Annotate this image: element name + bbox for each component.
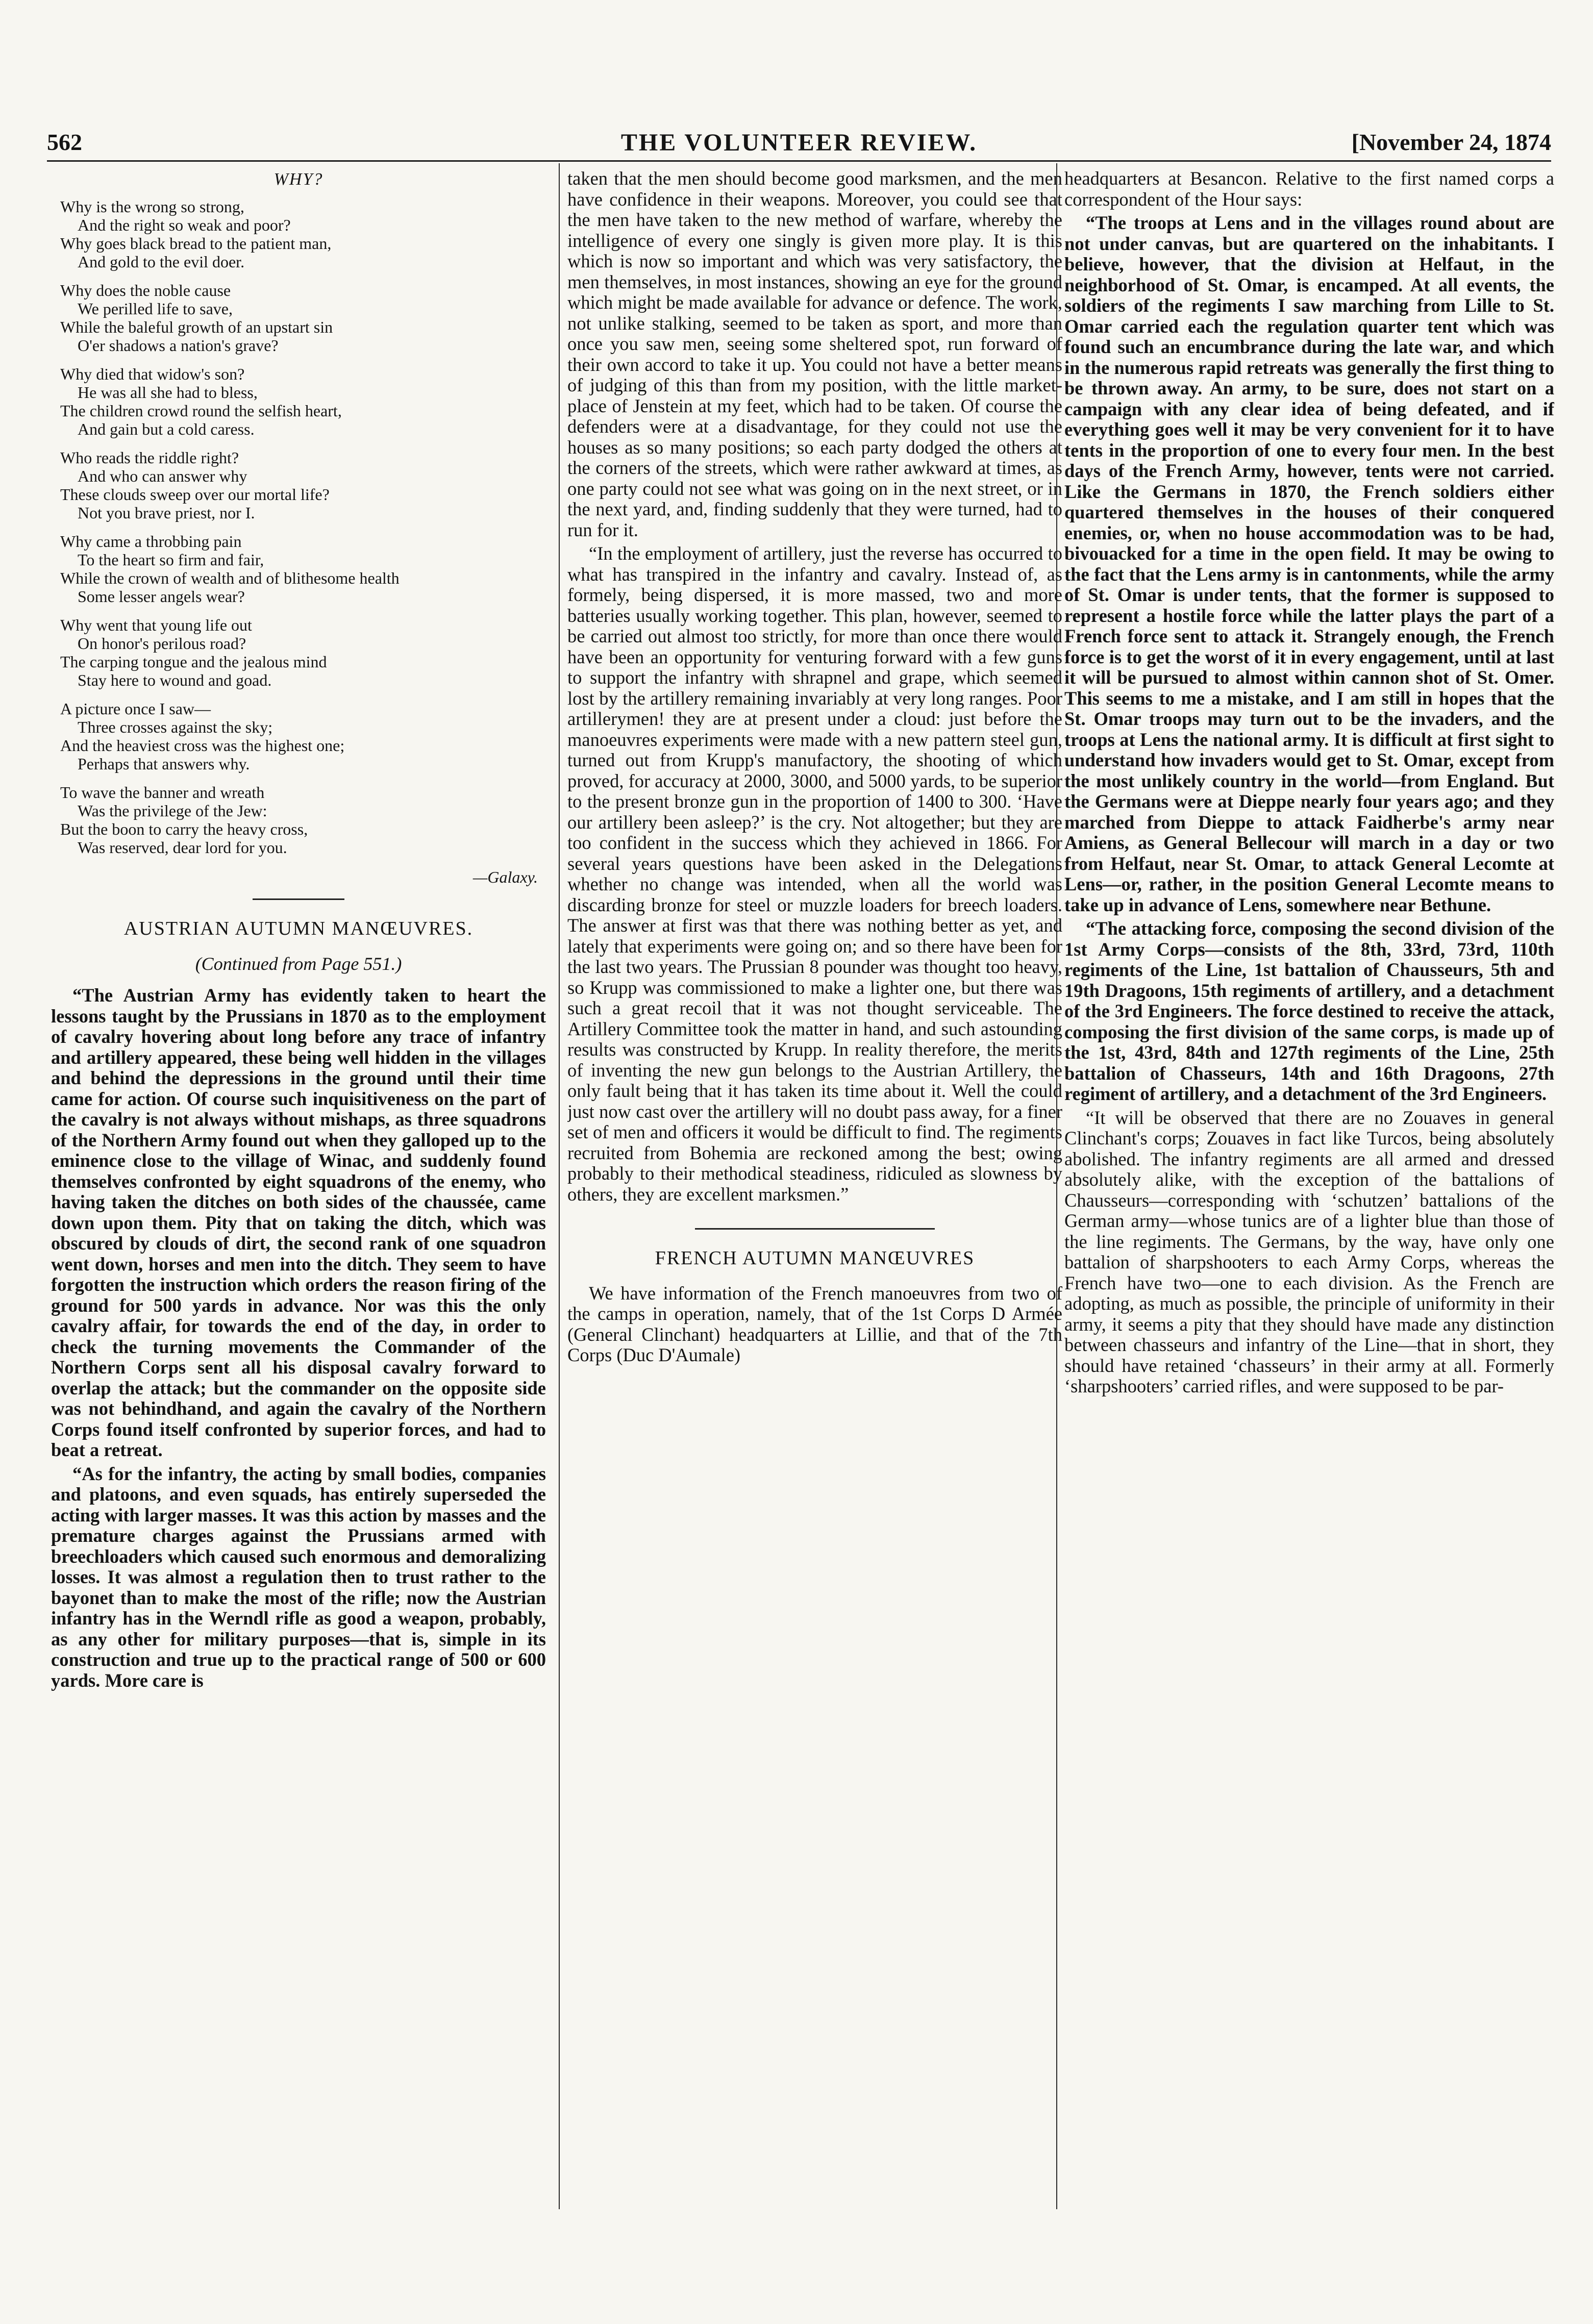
poem-line: Why is the wrong so strong, [60, 197, 244, 216]
poem-line: O'er shadows a nation's grave? [78, 336, 279, 355]
article-paragraph: “As for the infantry, the acting by small bodies, companies and platoons, and even squads, has entirely superseded the acting with larger masses. It was this action by masses and the premature charges against the Prussians armed with breechloaders which caused such enormous and demoralizing losses. It was almost a regulation then to trust rather to the bayonet than to make the most of the rifle; now the Austrian infantry has in the Werndl rifle as good a weapon, probably, as any other for military purposes—that is, simple in its construction and true up to the practical range of 500 or 600 yards. More care is [51, 1463, 546, 1691]
poem-line: While the crown of wealth and of blithesome health [60, 568, 400, 587]
article-paragraph: “It will be observed that there are no Zouaves in general Clinchant's corps; Zouaves in fact like Turcos, being absolutely abolished. The infantry regiments are all armed and dressed absolutely alike, with the exception of the battalions of Chausseurs—corresponding with ‘schutzen’ battalions of the German army—whose tunics are of a lighter blue than those of the line regiments. The Germans, by the way, have only one battalion of sharpshooters to each Army Corps, whereas the French have two—one to each division. As the French are adopting, as much as possible, the principle of uniformity in their army, it seems a pity that they should have made any distinction between chasseurs and infantry of the Line—that in short, they should have retained ‘chasseurs’ in their army at all. Formerly ‘sharpshooters’ carried rifles, and were supposed to be par- [1064, 1107, 1554, 1396]
page-header [47, 129, 1551, 162]
poem-line: Not you brave priest, nor I. [78, 503, 255, 522]
article-paragraph: “The attacking force, composing the second division of the 1st Army Corps—consists of the 8th, 33rd, 73rd, 110th regiments of the Line, 1st battalion of Chausseurs, 5th and 19th Dragoons, 15th regiments of artillery, and a detachment of the 3rd Engineers. The force destined to receive the attack, composing the first division of the same corps, is made up of the 1st, 43rd, 84th and 127th regiments of the Line, 25th battalion of Chasseurs, 14th and 16th Dragoons, 27th regiment of artillery, and a detachment of the 3rd Engineers. [1064, 918, 1554, 1104]
poem-line: Why does the noble cause [60, 281, 231, 299]
poem-line: Perhaps that answers why. [78, 754, 250, 773]
poem-line: And gain but a cold caress. [78, 419, 255, 438]
poem-body [51, 197, 546, 857]
poem-line: Was reserved, dear lord for you. [78, 838, 287, 857]
issue-date: [November 24, 1874 [1351, 129, 1551, 155]
section-separator [695, 1228, 935, 1230]
poem-stanza [60, 532, 546, 606]
article-paragraph: headquarters at Besancon. Relative to the first named corps a correspondent of the Hour says: [1064, 168, 1554, 210]
poem-line: A picture once I saw— [60, 699, 211, 718]
poem-source: —Galaxy. [472, 867, 538, 886]
poem-line: The carping tongue and the jealous mind [60, 652, 327, 671]
column-divider [559, 163, 560, 2209]
poem-line: The children crowd round the selfish heart, [60, 401, 342, 420]
publication-title: THE VOLUNTEER REVIEW. [620, 129, 978, 156]
poem-line: And gold to the evil doer. [78, 252, 245, 271]
poem-line: He was all she had to bless, [78, 383, 258, 402]
poem-line: Why went that young life out [60, 615, 252, 634]
poem-line: And who can answer why [78, 466, 247, 485]
poem-line: On honor's perilous road? [78, 634, 246, 653]
poem-title: WHY? [273, 170, 323, 189]
poem-line: Was the privilege of the Jew: [78, 801, 267, 820]
article-paragraph: taken that the men should become good marksmen, and the men have confidence in their weapons. Moreover, you could see that the men have taken to the new method of warfare, whereby the intelligence of every one singly is given more play. It is this which is now so important and which was very satisfactory, the men themselves, in most instances, showing an eye for the ground which might be made available for advance or defence. The work, not unlike stalking, seemed to be taken as sport, and more than once you saw men, seeing some sheltered spot, run forward of their own accord to take it up. You could not have a better means of judging of this than from my position, with the little market-place of Jenstein at my feet, which had to be taken. Of course the defenders were at a disadvantage, for they could not use the houses as so many positions; so each party dodged the others at the corners of the streets, which were rather awkward at times, as one party could not see what was going on in the next street, or in the next yard, and, finding suddenly that they were turned, had to run for it. [567, 168, 1062, 540]
poem-line: And the right so weak and poor? [78, 215, 291, 234]
page-number: 562 [47, 129, 82, 155]
section-separator [253, 898, 344, 900]
column-3 [1064, 168, 1554, 2209]
poem-stanza [60, 699, 546, 773]
poem-stanza [60, 783, 546, 857]
poem-line: To the heart so firm and fair, [78, 550, 264, 569]
poem-line: While the baleful growth of an upstart sin [60, 317, 333, 336]
poem-line: Why came a throbbing pain [60, 532, 242, 551]
poem-line: But the boon to carry the heavy cross, [60, 819, 308, 838]
poem-line: And the heaviest cross was the highest one; [60, 736, 345, 755]
poem-line: We perilled life to save, [78, 299, 233, 318]
poem-line: Three crosses against the sky; [78, 717, 273, 736]
austrian-section-title: AUSTRIAN AUTUMN MANŒUVRES. [123, 918, 474, 939]
continued-note: (Continued from Page 551.) [195, 953, 402, 974]
poem-line: Some lesser angels wear? [78, 587, 245, 606]
poem-stanza [60, 616, 546, 689]
french-section-title: FRENCH AUTUMN MANŒUVRES [655, 1247, 975, 1269]
poem-line: Stay here to wound and goad. [78, 670, 272, 689]
column-1 [51, 168, 546, 2209]
poem-stanza [60, 197, 546, 271]
poem-stanza [60, 281, 546, 355]
poem-line: Why goes black bread to the patient man, [60, 234, 332, 253]
poem-line: To wave the banner and wreath [60, 783, 265, 802]
poem-stanza [60, 365, 546, 438]
article-paragraph: We have information of the French manoeuvres from two of the camps in operation, namely, that of the 1st Corps D Armée (General Clinchant) headquarters at Lillie, and that of the 7th Corps (Duc D'Aumale) [567, 1282, 1062, 1365]
column-2 [567, 168, 1062, 2209]
article-paragraph: “In the employment of artillery, just the reverse has occurred to what has transpired in the infantry and cavalry. Instead of, as formely, being dispersed, it is more massed, two and more batteries usually working together. This plan, however, seemed to be carried out almost too strictly, for more than once there would have been an opportunity for venturing forward with a few guns to support the infantry with shrapnel and grape, which seemed lost by the artillery remaining invariably at very long ranges. Poor artillerymen! they are at present under a cloud: just before the manoeuvres experiments were made with a new pattern steel gun, turned out from Krupp's manufactory, the shooting of which proved, for accuracy at 2000, 3000, and 5000 yards, to be superior to the present bronze gun in the proportion of 1400 to 300. ‘Have our artillery been asleep?’ is the cry. Not altogether; but they are too confident in the success which they achieved in 1866. For several years questions have been asked in the Delegations whether no change was intended, when all the world was discarding bronze for steel or muzzle loaders for breech loaders. The answer at first was that there was nothing better as yet, and lately that experiments were going on; and so there have been for the last two years. The Prussian 8 pounder was thought too heavy, so Krupp was commissioned to make a lighter one, but there was such a great recoil that it was not thought serviceable. The Artillery Committee took the matter in hand, and such astounding results was constructed by Krupp. In reality therefore, the merits of inventing the new gun belongs to the Austrian Artillery, the only fault being that it has taken its time about it. Well the could just now cast over the artillery will no doubt pass away, for a finer set of men and officers it would be difficult to find. The regiments recruited from Bohemia are reckoned among the best; owing probably to their methodical steadiness, ridiculed as slowness by others, they are excellent marksmen.” [567, 543, 1062, 1205]
article-paragraph: “The Austrian Army has evidently taken to heart the lessons taught by the Prussians in 1870 as to the employment of cavalry hovering about long before any trace of infantry and artillery appeared, these being well hidden in the villages and behind the depressions in the ground until their time came for action. Of course such inquisitiveness on the part of the cavalry is not always without mishaps, as three squadrons of the Northern Army found out when they galloped up to the eminence close to the village of Winac, and suddenly found themselves confronted by eight squadrons of the enemy, who having taken the ditches on both sides of the chaussée, came down upon them. Pity that on taking the ditch, which was obscured by clouds of dirt, the second rank of one squadron went down, horses and men into the ditch. They seem to have forgotten the instruction which orders the reason firing of the ground for 500 yards in advance. Nor was this the only cavalry affair, for towards the end of the day, in order to check the turning movements the Commander of the Northern Corps sent all his disposal cavalry forward to overlap the attack; but the commander on the opposite side was not behindhand, and again the cavalry of the Northern Corps found itself confronted by superior forces, and had to beat a retreat. [51, 985, 546, 1460]
poem-line: Why died that widow's son? [60, 364, 245, 383]
poem-line: These clouds sweep over our mortal life? [60, 485, 330, 504]
poem-line: Who reads the riddle right? [60, 448, 239, 467]
article-paragraph: “The troops at Lens and in the villages round about are not under canvas, but are quartered on the inhabitants. I believe, however, that the division at Helfaut, in the neighborhood of St. Omar, is encamped. At all events, the soldiers of the regiments I saw marching from Lille to St. Omar carried each the regulation quarter tent which was found such an encumbrance during the late war, and which in the numerous rapid retreats was generally the first thing to be thrown away. An army, to be sure, does not start on a campaign with any clear idea of being defeated, and if everything goes well it may be very convenient for it to have tents in the proportion of one to every four men. In the best days of the French Army, however, tents were not carried. Like the Germans in 1870, the French soldiers either quartered themselves in the houses of their conquered enemies, or, when no house accommodation was to be had, bivouacked for a time in the open field. It may be owing to the fact that the Lens army is in cantonments, while the army of St. Omar is under tents, that the former is supposed to represent a hostile force while the latter plays the part of a French force sent to attack it. Strangely enough, the French force is to get the worst of it in every engagement, until at last it will be pursued to almost within cannon shot of St. Omer. This seems to me a mistake, and I am still in hopes that the St. Omar troops may turn out to be the invaders, and the troops at Lens the national army. It is difficult at first sight to understand how invaders would get to St. Omar, except from the most unlikely country in the world—from England. But the Germans were at Dieppe nearly four years ago; and they marched from Dieppe to attack Faidherbe's army near Amiens, as General Bellecour will march in a day or two from Helfaut, near St. Omar, to attack General Lecomte at Lens—or, rather, in the position General Lecomte means to take up in advance of Lens, somewhere near Bethune. [1064, 212, 1554, 915]
poem-stanza [60, 448, 546, 522]
